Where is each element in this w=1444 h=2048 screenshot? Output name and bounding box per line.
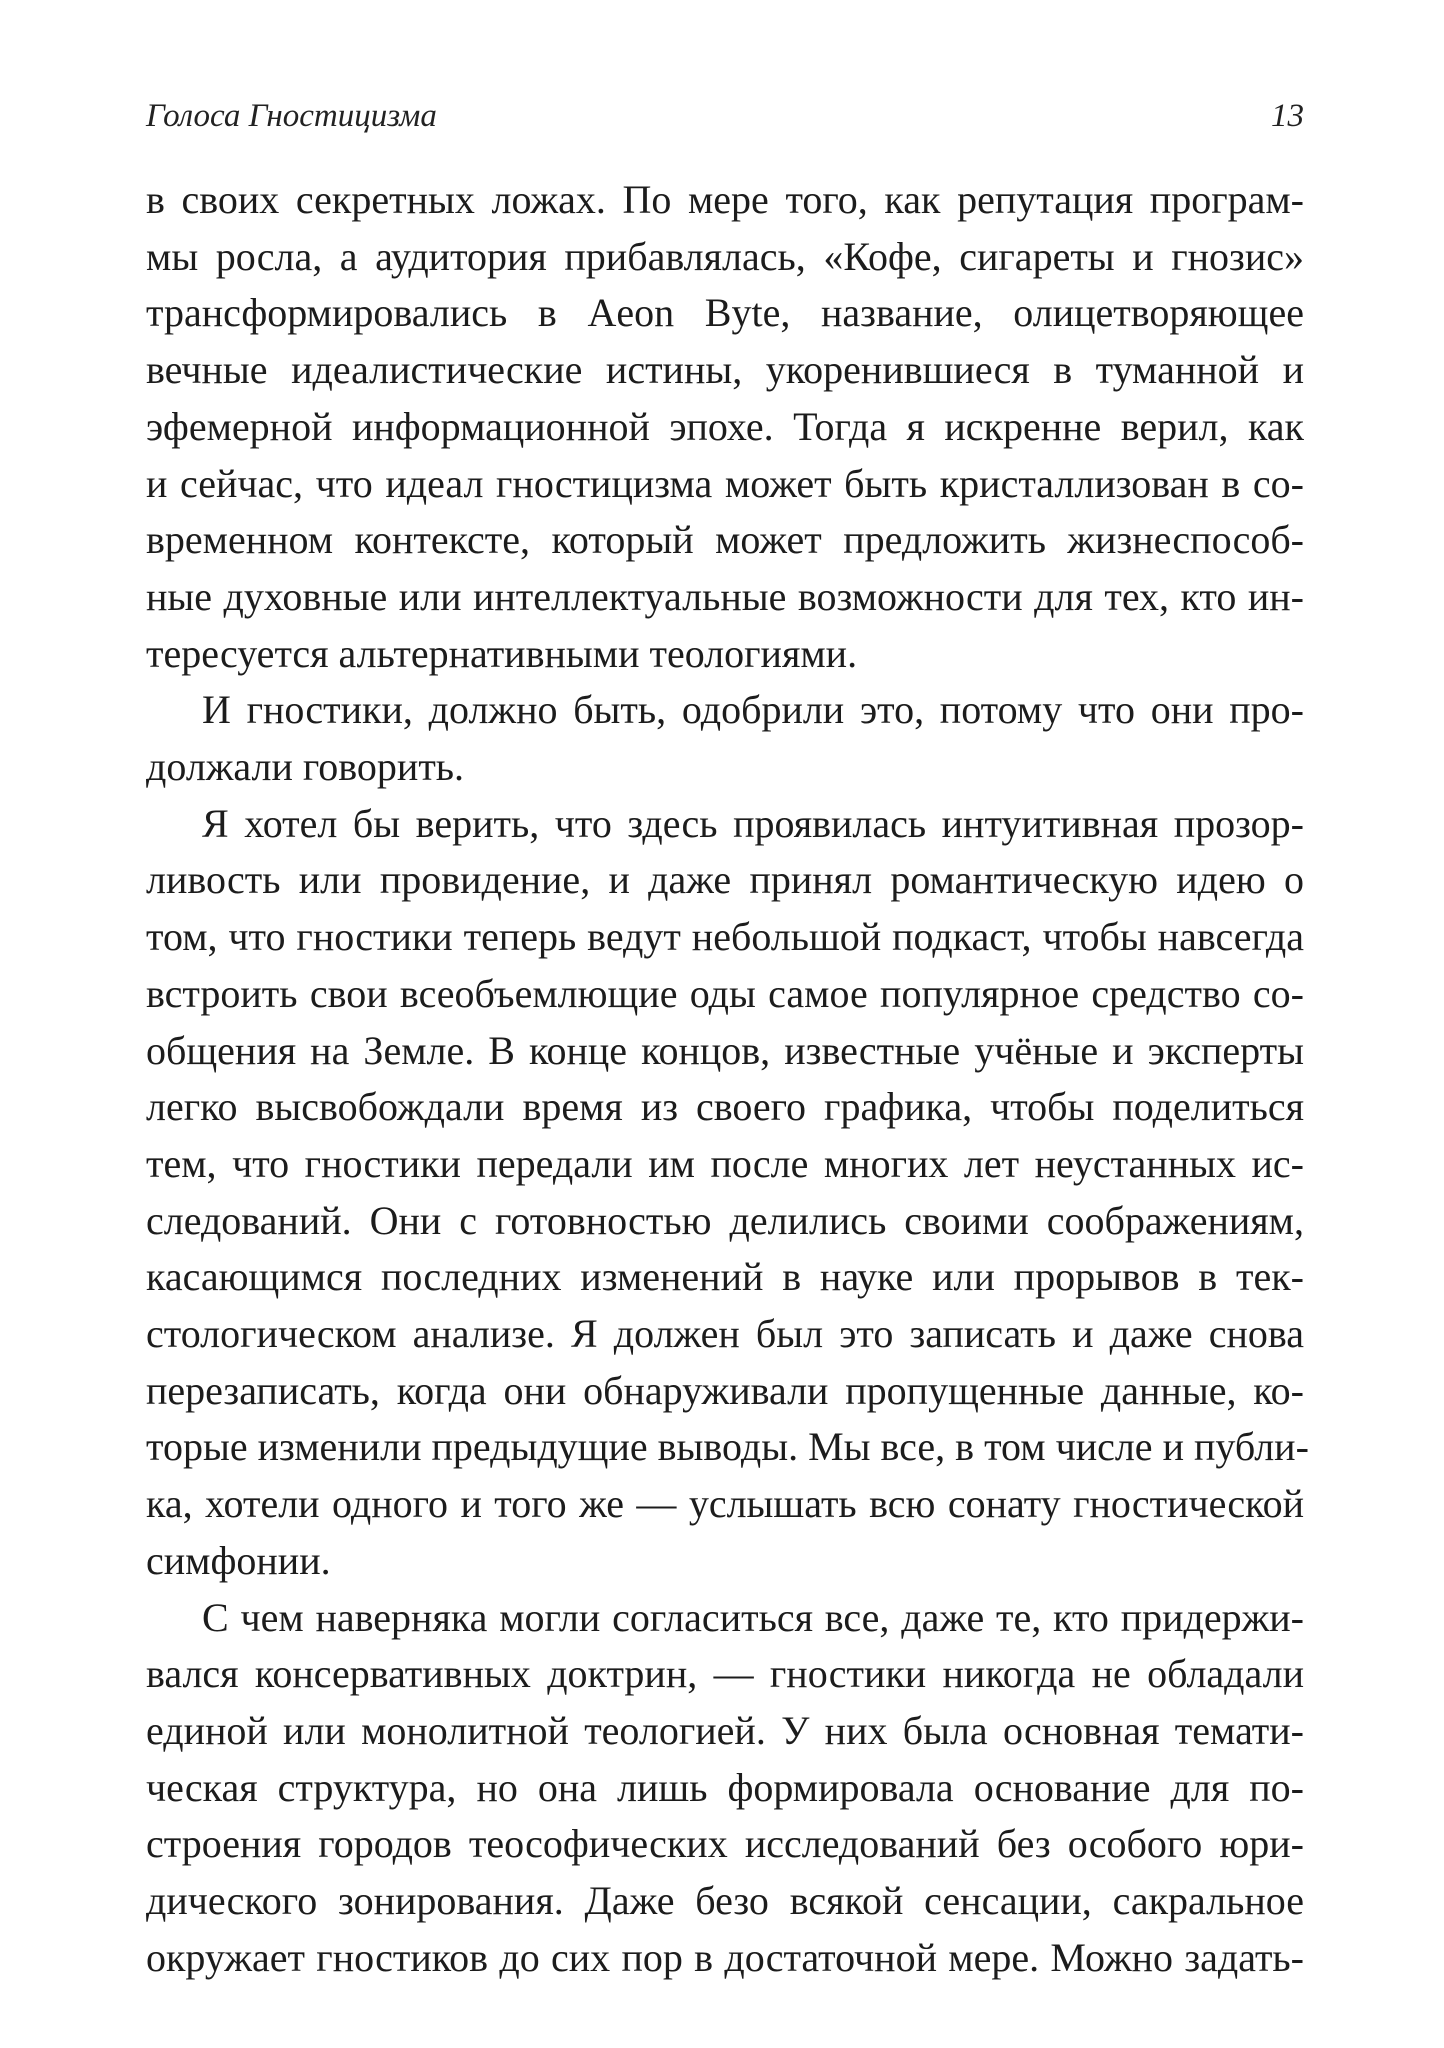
text-line: ливость или провидение, и даже принял романтическую идею о [146, 857, 1304, 903]
running-title: Голоса Гностицизма [146, 98, 437, 134]
text-line: ческая структура, но она лишь формировала основание для по- [146, 1764, 1304, 1810]
paragraph [146, 1590, 1304, 1987]
text-line: единой или монолитной теологией. У них была основная темати- [146, 1707, 1304, 1753]
text-line: касающимся последних изменений в науке или прорывов в тек- [146, 1254, 1304, 1300]
text-line: и сейчас, что идеал гностицизма может быть кристаллизован в со- [146, 460, 1304, 506]
text-line: в своих секретных ложах. По мере того, как репутация програм- [146, 177, 1304, 222]
text-line: перезаписать, когда они обнаруживали пропущенные данные, ко- [146, 1367, 1304, 1413]
text-line: стологическом анализе. Я должен был это записать и даже снова [146, 1311, 1304, 1357]
body-text [146, 172, 1309, 1987]
text-line: вечные идеалистические истины, укоренившиеся в туманной и [146, 347, 1304, 393]
text-line: легко высвобождали время из своего графика, чтобы поделиться [146, 1084, 1304, 1130]
paragraph [146, 172, 1304, 682]
text-line: мы росла, а аудитория прибавлялась, «Кофе, сигареты и гнозис» [146, 233, 1304, 279]
text-line: Я хотел бы верить, что здесь проявилась интуитивная прозор- [202, 800, 1304, 846]
text-line: должали говорить. [146, 744, 465, 790]
text-line: том, что гностики теперь ведут небольшой подкаст, чтобы навсегда [146, 914, 1304, 960]
page-number: 13 [1271, 98, 1304, 134]
text-line: временном контексте, который может предложить жизнеспособ- [146, 517, 1304, 563]
paragraph [146, 682, 1304, 795]
text-line: эфемерной информационной эпохе. Тогда я искренне верил, как [146, 403, 1304, 449]
text-line: окружает гностиков до сих пор в достаточной мере. Можно задать- [146, 1934, 1304, 1980]
text-line: строения городов теософических исследований без особого юри- [146, 1821, 1304, 1867]
text-line: дического зонирования. Даже безо всякой сенсации, сакральное [146, 1878, 1304, 1924]
paragraph [146, 796, 1309, 1590]
text-line: тем, что гностики передали им после многих лет неустанных ис- [146, 1140, 1304, 1186]
text-line: симфонии. [146, 1537, 331, 1583]
text-line: вался консервативных доктрин, — гностики никогда не обладали [146, 1651, 1304, 1697]
text-line: ка, хотели одного и того же — услышать всю сонату гностической [146, 1481, 1304, 1527]
text-line: И гностики, должно быть, одобрили это, потому что они про- [202, 687, 1304, 733]
text-line: ные духовные или интеллектуальные возможности для тех, кто ин- [146, 573, 1304, 619]
text-line: тересуется альтернативными теологиями. [146, 630, 858, 676]
text-line: С чем наверняка могли согласиться все, даже те, кто придержи- [202, 1594, 1304, 1640]
text-line: торые изменили предыдущие выводы. Мы все, в том числе и публи- [146, 1424, 1309, 1470]
running-header [146, 98, 1304, 144]
text-line: трансформировались в Aeon Byte, название, олицетворяющее [146, 290, 1304, 336]
text-line: общения на Земле. В конце концов, известные учёные и эксперты [146, 1027, 1304, 1073]
text-line: следований. Они с готовностью делились своими соображениям, [146, 1197, 1304, 1243]
text-line: встроить свои всеобъемлющие оды самое популярное средство со- [146, 970, 1304, 1016]
